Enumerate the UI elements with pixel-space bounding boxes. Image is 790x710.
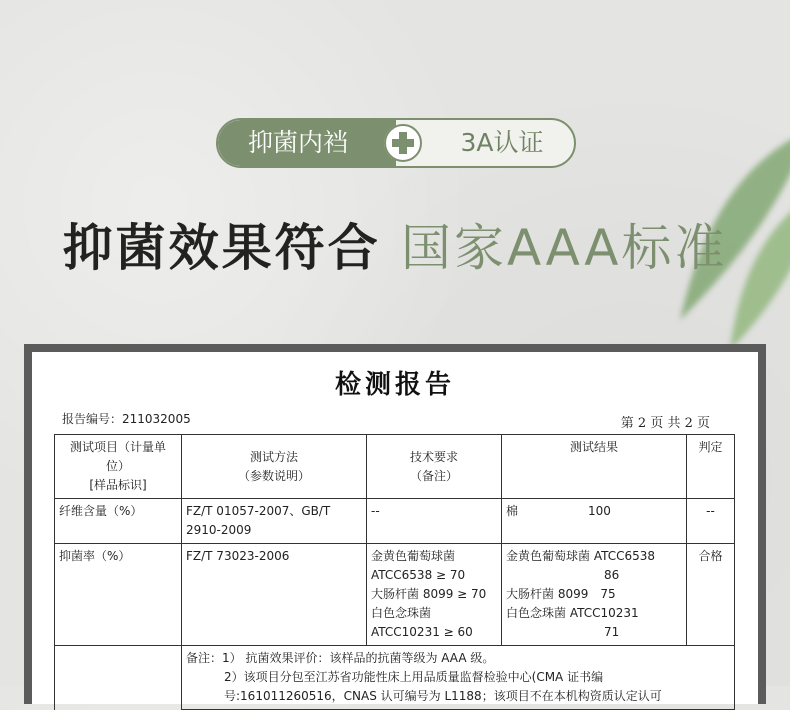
report-document xyxy=(32,352,758,704)
page-number: 第 2 页 共 2 页 xyxy=(620,416,710,431)
table-header-row xyxy=(55,435,735,499)
requirement-cell: -- xyxy=(367,499,502,544)
certification-badge xyxy=(216,118,576,168)
result-cell: 棉 100 xyxy=(502,499,687,544)
report-title: 检测报告 xyxy=(334,370,455,400)
header-cell: 判定 xyxy=(687,435,735,499)
header-cell: 测试项目（计量单位） [样品标识] xyxy=(55,435,182,499)
badge-right-label: 3A认证 xyxy=(460,128,544,157)
report-number: 报告编号：211032005 xyxy=(62,412,191,426)
report-table xyxy=(54,434,735,710)
headline-green-part: 国家AAA标准 xyxy=(401,219,728,277)
method-cell: FZ/T 01057-2007、GB/T 2910-2009 xyxy=(182,499,367,544)
headline xyxy=(0,208,790,280)
requirement-cell: 金黄色葡萄球菌 ATCC6538 ≥ 70 大肠杆菌 8099 ≥ 70 白色念珠菌 ATCC10231 ≥ 60 xyxy=(367,544,502,646)
headline-dark-part: 抑菌效果符合 xyxy=(62,219,381,277)
item-cell: 纤维含量（%） xyxy=(55,499,182,544)
notes-row xyxy=(55,646,735,710)
table-row xyxy=(55,544,735,646)
badge-left-label: 抑菌内裆 xyxy=(218,120,396,166)
item-cell: 抑菌率（%） xyxy=(55,544,182,646)
header-cell: 测试方法 （参数说明） xyxy=(182,435,367,499)
header-cell: 测试结果 xyxy=(502,435,687,499)
notes-cell: 备注：1） 抗菌效果评价：该样品的抗菌等级为 AAA 级。 2）该项目分包至江苏省功能性床上用品质量监督检验中心(CMA 证书编 号:161011260516，CNAS 认可编号为 L1188；该项目不在本机构资质认定认可 xyxy=(182,646,735,710)
table-row xyxy=(55,499,735,544)
report-frame xyxy=(24,344,766,704)
result-cell: 金黄色葡萄球菌 ATCC6538 86 大肠杆菌 8099 75 白色念珠菌 ATCC10231 71 xyxy=(502,544,687,646)
verdict-cell: -- xyxy=(687,499,735,544)
method-cell: FZ/T 73023-2006 xyxy=(182,544,367,646)
plus-cross-icon xyxy=(384,124,422,162)
verdict-cell: 合格 xyxy=(687,544,735,646)
header-cell: 技术要求 （备注） xyxy=(367,435,502,499)
